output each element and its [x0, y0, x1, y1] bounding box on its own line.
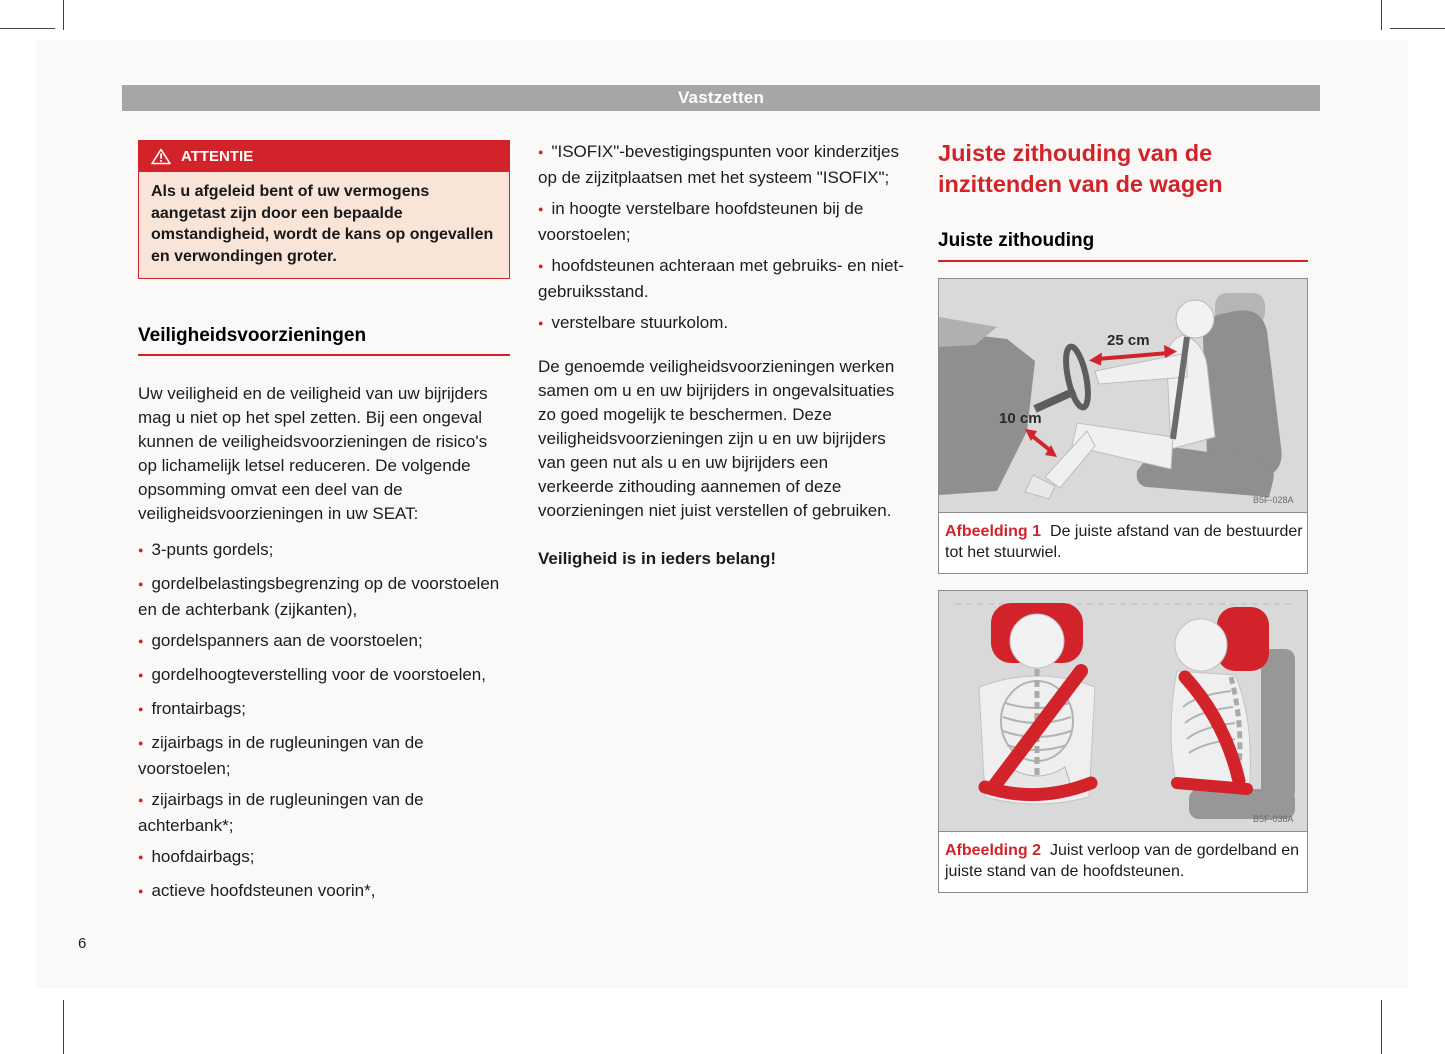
figure-1-caption-text: De juiste afstand van de bestuurder tot het stuurwiel.	[945, 523, 1303, 561]
crop-mark	[1390, 28, 1445, 29]
figure-2-illustration	[939, 591, 1307, 831]
crop-mark	[1381, 1000, 1382, 1054]
bullet-item: ● hoofdsteunen achteraan met gebruiks- en niet-gebruiksstand.	[538, 254, 906, 303]
bullet-item: ● zijairbags in de rugleuningen van de voorstoelen;	[138, 731, 510, 780]
bullet-item: ● zijairbags in de rugleuningen van de achterbank*;	[138, 788, 510, 837]
warning-text: Als u afgeleid bent of uw vermogens aangetast zijn door een bepaalde omstandigheid, wordt de kans op ongevallen en verwondingen groter.	[139, 172, 509, 278]
safety-features-list-continued	[538, 140, 906, 337]
figure-code: B5F-038A	[1253, 814, 1294, 824]
subsection-heading: Juiste zithouding	[938, 230, 1308, 262]
warning-box	[138, 140, 510, 279]
figure-2-caption	[939, 831, 1307, 892]
figure-1	[938, 278, 1308, 574]
seat-back	[1261, 649, 1295, 801]
bullet-item: ● verstelbare stuurkolom.	[538, 311, 906, 337]
warning-title: ATTENTIE	[181, 148, 254, 165]
figure-2	[938, 590, 1308, 893]
warning-header	[139, 141, 509, 172]
lap-belt	[1177, 783, 1247, 789]
bullet-item: ● actieve hoofdsteunen voorin*,	[138, 879, 510, 905]
warning-triangle-icon	[151, 148, 171, 165]
section-title-juiste-zithouding: Juiste zithouding van de inzittenden van de wagen	[938, 140, 1223, 197]
figure-1-illustration	[939, 279, 1307, 512]
chapter-title-bar: Vastzetten	[122, 85, 1320, 111]
column-right	[938, 138, 1308, 893]
section-heading-veiligheidsvoorzieningen: Veiligheidsvoorzieningen	[138, 325, 510, 356]
bullet-item: ● gordelbelastingsbegrenzing op de voorstoelen en de achterbank (zijkanten),	[138, 572, 510, 621]
bullet-item: ● hoofdairbags;	[138, 845, 510, 871]
summary-paragraph: De genoemde veiligheidsvoorzieningen werken samen om u en uw bijrijders in ongevalsituaties zo goed mogelijk te beschermen. Deze veiligheidsvoorzieningen zijn u en uw bijrijders van geen nut als u en uw bijrijders een verkeerde zithouding aannemen of deze voorzieningen niet juist verstellen of gebruiken.	[538, 357, 895, 520]
figure-1-label: Afbeelding 1	[945, 523, 1042, 540]
bullet-item: ● "ISOFIX"-bevestigingspunten voor kinderzitjes op de zijzitplaatsen met het systeem "ISOFIX";	[538, 140, 906, 189]
emphasis-line: Veiligheid is in ieders belang!	[538, 549, 777, 568]
crop-mark	[63, 0, 64, 30]
figure-2-label: Afbeelding 2	[945, 842, 1042, 859]
page-number: 6	[78, 935, 87, 952]
bullet-item: ● 3-punts gordels;	[138, 538, 510, 564]
crop-mark	[63, 1000, 64, 1054]
column-middle	[538, 140, 906, 586]
bullet-item: ● frontairbags;	[138, 697, 510, 723]
crop-mark	[1381, 0, 1382, 30]
figure-1-caption	[939, 512, 1307, 573]
figure-code: B5F-028A	[1253, 495, 1294, 505]
svg-text:10 cm: 10 cm	[999, 410, 1042, 427]
bullet-item: ● in hoogte verstelbare hoofdsteunen bij de voorstoelen;	[538, 197, 906, 246]
safety-features-list	[138, 538, 510, 905]
column-left	[138, 140, 510, 913]
intro-paragraph: Uw veiligheid en de veiligheid van uw bijrijders mag u niet op het spel zetten. Bij een ongeval kunnen de veiligheidsvoorzieningen de risico's op lichamelijk letsel reduceren. De volgende opsomming omvat een deel van de veiligheidsvoorzieningen in uw SEAT:	[138, 384, 488, 523]
front-view-occupant	[979, 603, 1095, 804]
bullet-item: ● gordelhoogteverstelling voor de voorstoelen,	[138, 663, 510, 689]
svg-text:25 cm: 25 cm	[1107, 332, 1150, 349]
bullet-item: ● gordelspanners aan de voorstoelen;	[138, 629, 510, 655]
figure-2-caption-text: Juist verloop van de gordelband en juiste stand van de hoofdsteunen.	[945, 842, 1300, 880]
crop-mark	[0, 28, 55, 29]
